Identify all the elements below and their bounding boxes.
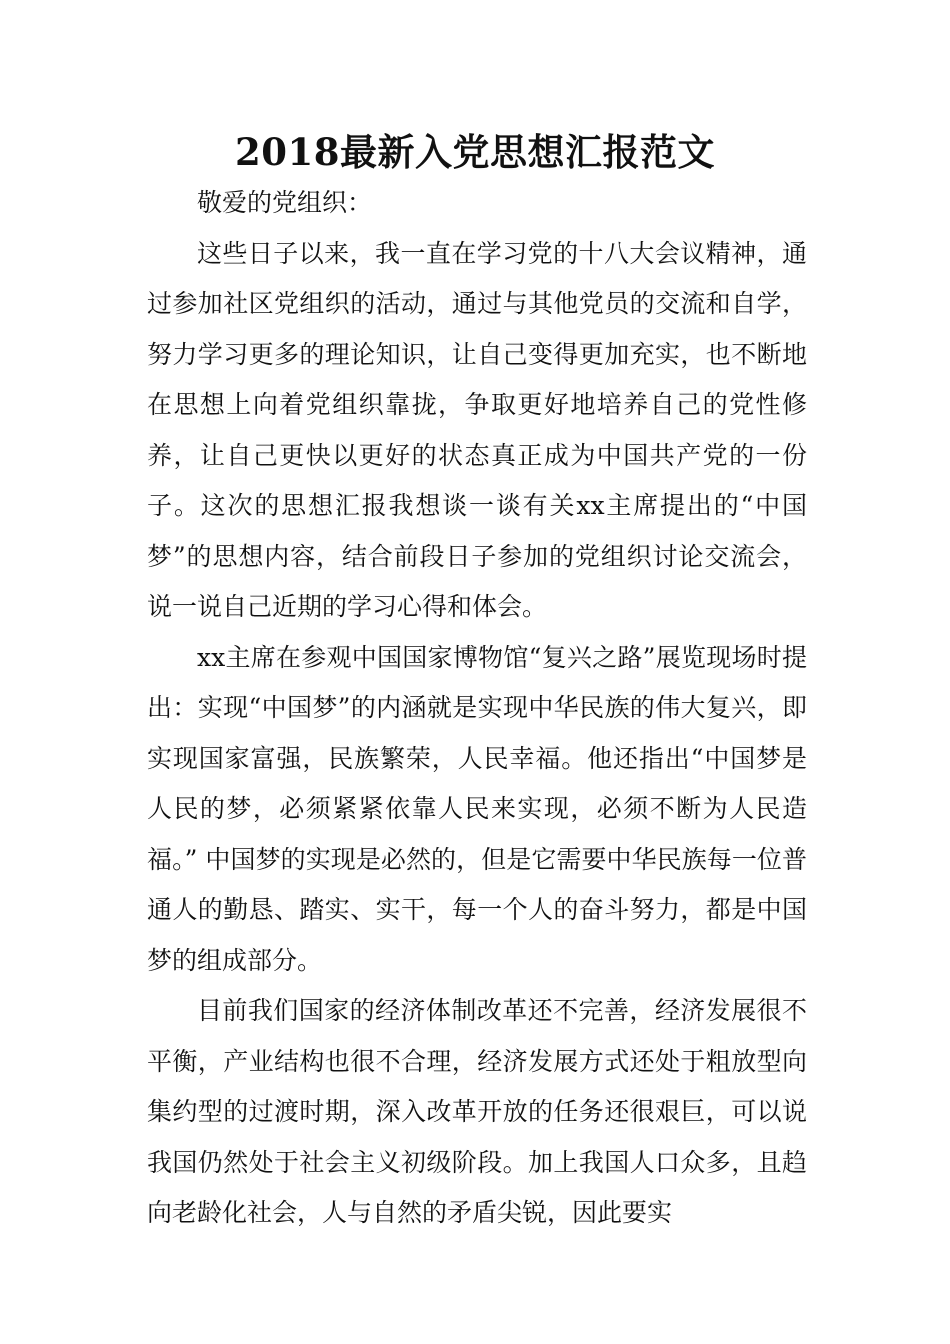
paragraph-2: xx主席在参观中国国家博物馆“复兴之路”展览现场时提出：实现“中国梦”的内涵就是实现中华民族的伟大复兴，即实现国家富强，民族繁荣，人民幸福。他还指出“中国梦是人民的梦，必须紧紧依靠人民来实现，必须不断为人民造福。” 中国梦的实现是必然的，但是它需要中华民族每一位普通人的勤恳、踏实、实干，每一个人的奋斗努力，都是中国梦的组成部分。 (147, 642, 807, 975)
salutation: 敬爱的党组织： (197, 188, 373, 217)
paragraph-3: 目前我们国家的经济体制改革还不完善，经济发展很不平衡，产业结构也很不合理，经济发展方式还处于粗放型向集约型的过渡时期，深入改革开放的任务还很艰巨，可以说我国仍然处于社会主义初级阶段。加上我国人口众多，且趋向老龄化社会，人与自然的矛盾尖锐，因此要实 (147, 996, 807, 1227)
paragraph-1: 这些日子以来，我一直在学习党的十八大会议精神，通过参加社区党组织的活动，通过与其他党员的交流和自学，努力学习更多的理论知识，让自己变得更加充实，也不断地在思想上向着党组织靠拢，争取更好地培养自己的党性修养，让自己更快以更好的状态真正成为中国共产党的一份子。这次的思想汇报我想谈一谈有关xx主席提出的“中国梦”的思想内容，结合前段日子参加的党组织讨论交流会，说一说自己近期的学习心得和体会。 (147, 238, 807, 621)
document-body (147, 178, 807, 1239)
document-title: 2018最新入党思想汇报范文 (235, 130, 715, 174)
